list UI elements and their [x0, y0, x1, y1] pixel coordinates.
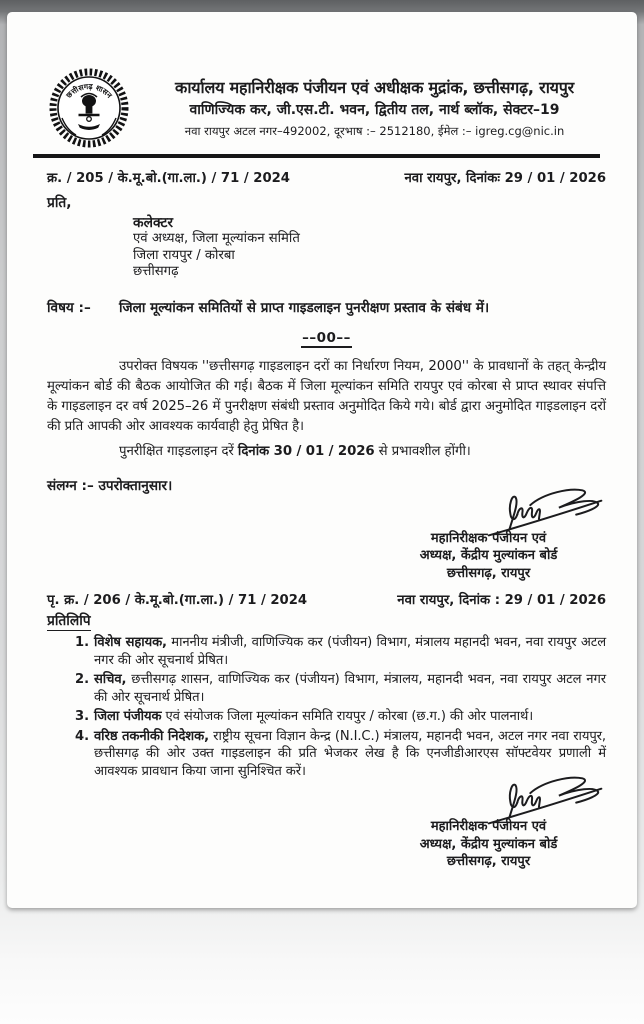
addressee-line: जिला रायपुर / कोरबा	[133, 247, 235, 263]
copy-item	[75, 728, 606, 781]
addressee-line: एवं अध्यक्ष, जिला मूल्यांकन समिति	[133, 231, 300, 246]
copy-item	[75, 634, 606, 669]
copy-item-number: 3.	[75, 709, 90, 724]
endorsement-place-date: नवा रायपुर, दिनांक : 29 / 01 / 2026	[397, 593, 606, 608]
copy-item-number: 2.	[75, 672, 90, 687]
chhattisgarh-state-emblem-seal-icon	[47, 66, 131, 150]
copy-item-text	[94, 671, 606, 706]
seal-arc-text: छत्तीसगढ़ शासन	[64, 81, 114, 100]
letterhead-rule	[33, 154, 600, 158]
copy-item-number: 1.	[75, 635, 90, 650]
effective-date: दिनांक 30 / 01 / 2026	[237, 443, 375, 459]
reference-place-date: नवा रायपुर, दिनांकः 29 / 01 / 2026	[404, 170, 606, 186]
letter-page	[7, 12, 637, 908]
copy-item	[75, 708, 606, 726]
copy-item-text	[94, 728, 606, 781]
copy-item-rest: राष्ट्रीय सूचना विज्ञान केन्द्र (N.I.C.) मंत्रालय, महानदी भवन, अटल नगर नवा रायपुर, छत्तीसगढ़ की ओर उक्त गाइडलाइन की प्रति भेजकर लेख है कि एनजीडीआरएस सॉफ्टवेयर प्रणाली में आवश्यक प्रावधान किया जाना सुनिश्चित करें।	[94, 728, 606, 779]
signatory-designation: अध्यक्ष, केंद्रीय मुल्यांकन बोर्ड	[419, 836, 558, 852]
signatory-designation: महानिरीक्षक पंजीयन एवं	[430, 819, 547, 834]
para2-pre: पुनरीक्षित गाइडलाइन दरें	[119, 443, 238, 459]
copy-item-text	[94, 708, 606, 726]
separator-text: ––00––	[302, 329, 351, 346]
subject-label: विषय :–	[47, 299, 91, 316]
copy-label-text: प्रतिलिपि	[47, 613, 91, 629]
office-contact: नवा रायपुर अटल नगर–492002, दूरभाष :– 2512180, ईमेल :– igreg.cg@nic.in	[184, 123, 565, 138]
letterhead-text	[143, 78, 606, 138]
copy-list-label	[47, 611, 606, 630]
copy-item	[75, 671, 606, 706]
copy-item-rest: माननीय मंत्रीजी, वाणिज्यिक कर (पंजीयन) विभाग, मंत्रालय महानदी भवन, नवा रायपुर अटल नगर की ओर सूचनार्थ प्रेषित।	[94, 635, 606, 668]
signatory-place: छत्तीसगढ़, रायपुर	[446, 565, 531, 581]
copy-item-lead: वरिष्ठ तकनीकी निदेशक,	[94, 728, 209, 744]
para2-post: से प्रभावशील होंगी।	[374, 443, 471, 459]
body-paragraph-2	[47, 442, 606, 462]
copy-item-rest: छत्तीसगढ़ शासन, वाणिज्यिक कर (पंजीयन) विभाग, मंत्रालय, महानदी भवन, नवा रायपुर अटल नगर की ओर सूचनार्थ प्रेषित।	[94, 672, 606, 705]
office-address: वाणिज्यिक कर, जी.एस.टी. भवन, द्वितीय तल, नार्थ ब्लॉक, सेक्टर–19	[189, 102, 560, 119]
body-paragraph-1: उपरोक्त विषयक ''छत्तीसगढ़ गाइडलाइन दरों का निर्धारण नियम, 2000'' के प्रावधानों के तहत् केन्द्रीय मूल्यांकन बोर्ड की बैठक आयोजित की गई। बैठक में जिला मूल्यांकन समिति रायपुर एवं कोरबा से प्राप्त स्थावर संपत्ति के गाइडलाइन दर वर्ष 2025–26 में पुनरीक्षण संबंधी प्रस्ताव अनुमोदित किये गये। बोर्ड द्वारा अनुमोदित गाइडलाइन दरों की प्रति आपकी ओर आवश्यक कार्यवाही हेतु प्रेषित है।	[47, 358, 606, 434]
copy-item-lead: सचिव,	[94, 672, 127, 687]
section-separator	[47, 327, 606, 346]
addressee-line: छत्तीसगढ़	[133, 264, 179, 279]
copy-item-number: 4.	[75, 728, 90, 744]
addressee-name: कलेक्टर	[133, 214, 174, 231]
office-name: कार्यालय महानिरीक्षक पंजीयन एवं अधीक्षक मुद्रांक, छत्तीसगढ़, रायपुर	[175, 78, 574, 98]
subject-row	[47, 299, 606, 318]
copy-list	[47, 634, 606, 780]
signatory-designation: महानिरीक्षक पंजीयन एवं	[430, 530, 547, 546]
copy-item-lead: जिला पंजीयक	[94, 709, 162, 724]
handwritten-signature-icon	[371, 774, 620, 820]
addressee-salutation: प्रति,	[47, 194, 72, 211]
signature-block-2	[371, 774, 606, 871]
signatory-place: छत्तीसगढ़, रायपुर	[446, 854, 531, 869]
subject-text: जिला मूल्यांकन समितियों से प्राप्त गाइडलाइन पुनरीक्षण प्रस्ताव के संबंध में।	[119, 299, 490, 316]
endorsement-number: पृ. क्र. / 206 / के.मू.बो.(गा.ला.) / 71 / 2024	[47, 593, 308, 608]
endorsement-row	[47, 590, 606, 608]
enclosure-line: संलग्न :– उपरोक्तानुसार।	[47, 477, 173, 494]
reference-row	[47, 168, 606, 186]
addressee-block	[133, 215, 606, 281]
handwritten-signature-icon	[371, 486, 620, 532]
letterhead	[47, 66, 606, 150]
signatory-designation: अध्यक्ष, केंद्रीय मुल्यांकन बोर्ड	[419, 548, 558, 563]
reference-number: क्र. / 205 / के.मू.बो.(गा.ला.) / 71 / 2024	[47, 170, 290, 186]
copy-item-text	[94, 634, 606, 669]
copy-item-rest: एवं संयोजक जिला मूल्यांकन समिति रायपुर / कोरबा (छ.ग.) की ओर पालनार्थ।	[161, 709, 534, 724]
signature-block-1	[371, 486, 606, 583]
copy-item-lead: विशेष सहायक,	[94, 635, 167, 650]
